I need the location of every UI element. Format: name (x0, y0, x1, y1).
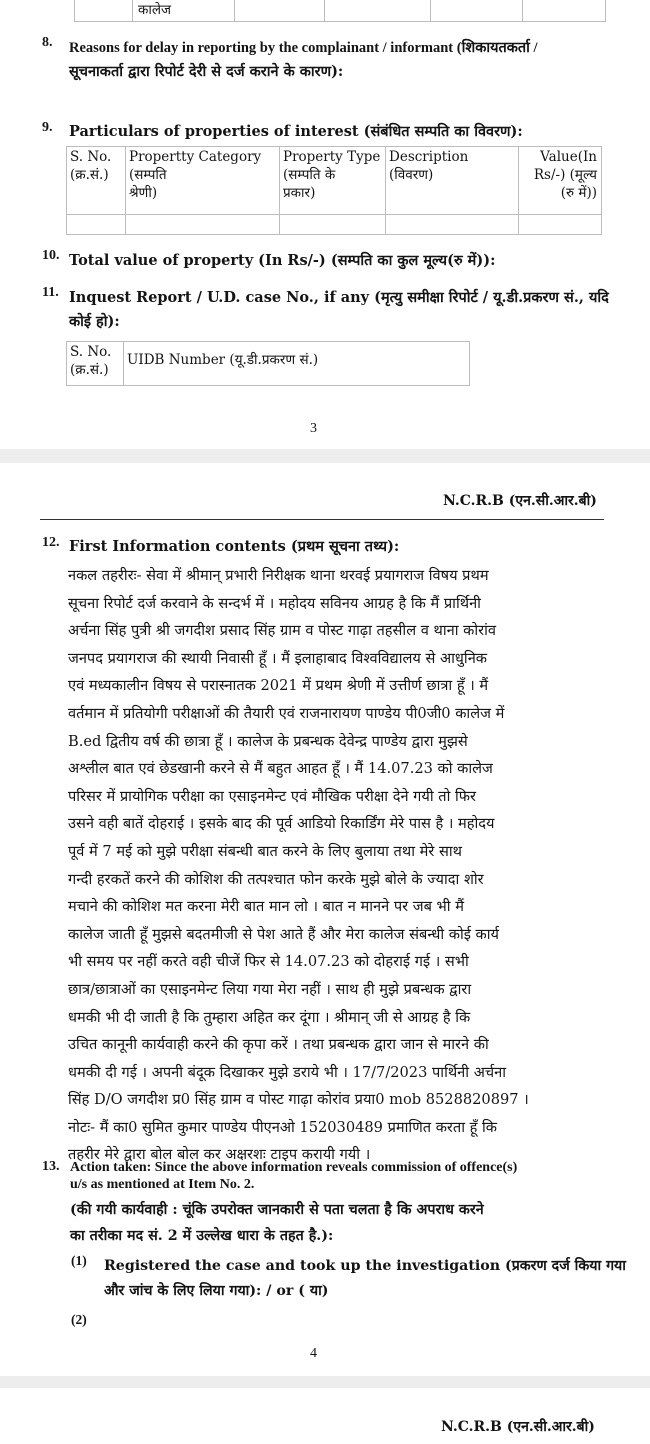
page-number-4: 4 (310, 1346, 317, 1361)
item-8-number: 8. (42, 35, 53, 50)
ncrb-header: N.C.R.B (एन.सी.आर.बी) (443, 493, 597, 509)
item-9-number: 9. (42, 120, 53, 135)
first-information-text: नकल तहरीरः- सेवा में श्रीमान् प्रभारी निरीक्षक थाना थरवई प्रयागराज विषय प्रथम सूचना रिपोर्ट दर्ज करवाने के सन्दर्भ में । महोदय सविनय आग्रह है कि मैं प्रार्थिनी अर्चना सिंह पुत्री श्री जगदीश प्रसाद सिंह ग्राम व पोस्ट गाढ़ा तहसील व थाना कोरांव जनपद प्रयागराज की स्थायी निवासी हूँ । मैं इलाहाबाद विश्वविद्यालय से आधुनिक एवं मध्यकालीन विषय से परास्नातक 2021 में प्रथम श्रेणी में उत्तीर्ण छात्रा हूँ । मैं वर्तमान में प्रतियोगी परीक्षाओं की तैयारी एवं राजनारायण पाण्डेय पी0जी0 कालेज में B.ed द्वितीय वर्ष की छात्रा हूँ । कालेज के प्रबन्धक देवेन्द्र पाण्डेय द्वारा मुझसे अश्लील बात एवं छेडखानी करने से मैं बहुत आहत हूँ । मैं 14.07.23 को कालेज परिसर में प्रायोगिक परीक्षा का एसाइनमेन्ट एवं मौखिक परीक्षा देने गयी तो फिर उसने वही बातें दोहराई । इसके बाद की पूर्व आडियो रिकार्डिंग मेरे पास है । महोदय पूर्व में 7 मई को मुझे परीक्षा संबन्धी बात करने के लिए बुलाया तथा मेरे साथ गन्दी हरकतें करने की कोशिश की तत्पश्चात फोन करके मुझे बोले के ज्यादा शोर मचाने की कोशिश मत करना मेरी बात मान लो । बात न मानने पर जब भी मैं कालेज जाती हूँ मुझसे बदतमीजी से पेश आते हैं और मेरा कालेज संबन्धी कोई कार्य भी समय पर नहीं करते वही चीजें फिर से 14.07.23 को दोहराई गई । सभी छात्र/छात्राओं का एसाइनमेन्ट लिया गया मेरा नहीं । साथ ही मुझे प्रबन्धक द्वारा धमकी भी दी जाती है कि तुम्हारा अहित कर दूंगा । श्रीमान् जी से आग्रह है कि उचित कानूनी कार्यवाही करने की कृपा करें । तथा प्रबन्धक द्वारा जान से मारने की धमकी दी गई । अपनी बंदूक दिखाकर मुझे डराये भी । 17/7/2023 पार्थिनी अर्चना सिंह D/O जगदीश प्र0 सिंह ग्राम व पोस्ट गाढ़ा कोरांव प्रया0 mob 8528820897 । नोटः- मैं का0 सुमित कुमार पाण्डेय पीएनओ 152030489 प्रमाणित करता हूँ कि तहरीर मेरे द्वारा बोल बोल कर अक्षरशः टाइप करायी गयी । (68, 567, 529, 1164)
inquest-table (66, 341, 470, 386)
item-13-title: Action taken: Since the above information reveals commission of offence(s) u/s as mentioned at Item No. 2. (70, 1160, 518, 1192)
top-table-fragment (74, 0, 605, 21)
table-row (67, 215, 602, 235)
header-rule (40, 519, 604, 520)
item-12-title: First Information contents (प्रथम सूचना तथ्य): (69, 538, 400, 555)
col-serial: S. No. (क्र.सं.) (67, 342, 124, 386)
item-11-number: 11. (42, 285, 59, 300)
item-9-title: Particulars of properties of interest (संबंधित सम्पति का विवरण): (69, 123, 523, 140)
item-10-number: 10. (42, 248, 60, 263)
col-value: Value(In Rs/-) (मूल्य (रु में)) (519, 147, 602, 215)
col-uidb-number: UIDB Number (यू.डी.प्रकरण सं.) (124, 342, 470, 386)
col-description: Description (विवरण) (386, 147, 519, 215)
item-13-number: 13. (42, 1159, 60, 1174)
col-property-category: Propertty Category (सम्पति श्रेणी) (126, 147, 280, 215)
item-12-number: 12. (42, 535, 60, 550)
action-item-1-text: Registered the case and took up the investigation (प्रकरण दर्ज किया गया और जांच के लिए लिया गया): / or ( या) (104, 1258, 626, 1299)
page-separator (0, 449, 650, 463)
property-table (66, 146, 602, 235)
page-number-3: 3 (310, 421, 317, 436)
col-property-type: Property Type (सम्पति के प्रकार) (280, 147, 386, 215)
item-10-title: Total value of property (In Rs/-) (सम्पति का कुल मूल्य(रु में)): (69, 252, 496, 269)
col-serial: S. No. (क्र.सं.) (67, 147, 126, 215)
item-8-title: Reasons for delay in reporting by the complainant / informant (शिकायतकर्ता / सूचनाकर्ता द्वारा रिपोर्ट देरी से दर्ज कराने के कारण): (69, 40, 538, 80)
action-item-1-number: (1) (71, 1253, 87, 1268)
action-item-2-number: (2) (71, 1312, 87, 1327)
item-13-hindi: (की गयी कार्यवाही : चूंकि उपरोक्त जानकारी से पता चलता है कि अपराध करने का तरीका मद सं. 2 में उल्लेख धारा के तहत है.): (70, 1202, 484, 1244)
page-separator-2 (0, 1376, 650, 1388)
ncrb-header-2: N.C.R.B (एन.सी.आर.बी) (441, 1419, 595, 1435)
item-11-title: Inquest Report / U.D. case No., if any (मृत्यु समीक्षा रिपोर्ट / यू.डी.प्रकरण सं., यदि कोई हो): (69, 289, 609, 330)
top-table-cell: कालेज (138, 2, 172, 18)
